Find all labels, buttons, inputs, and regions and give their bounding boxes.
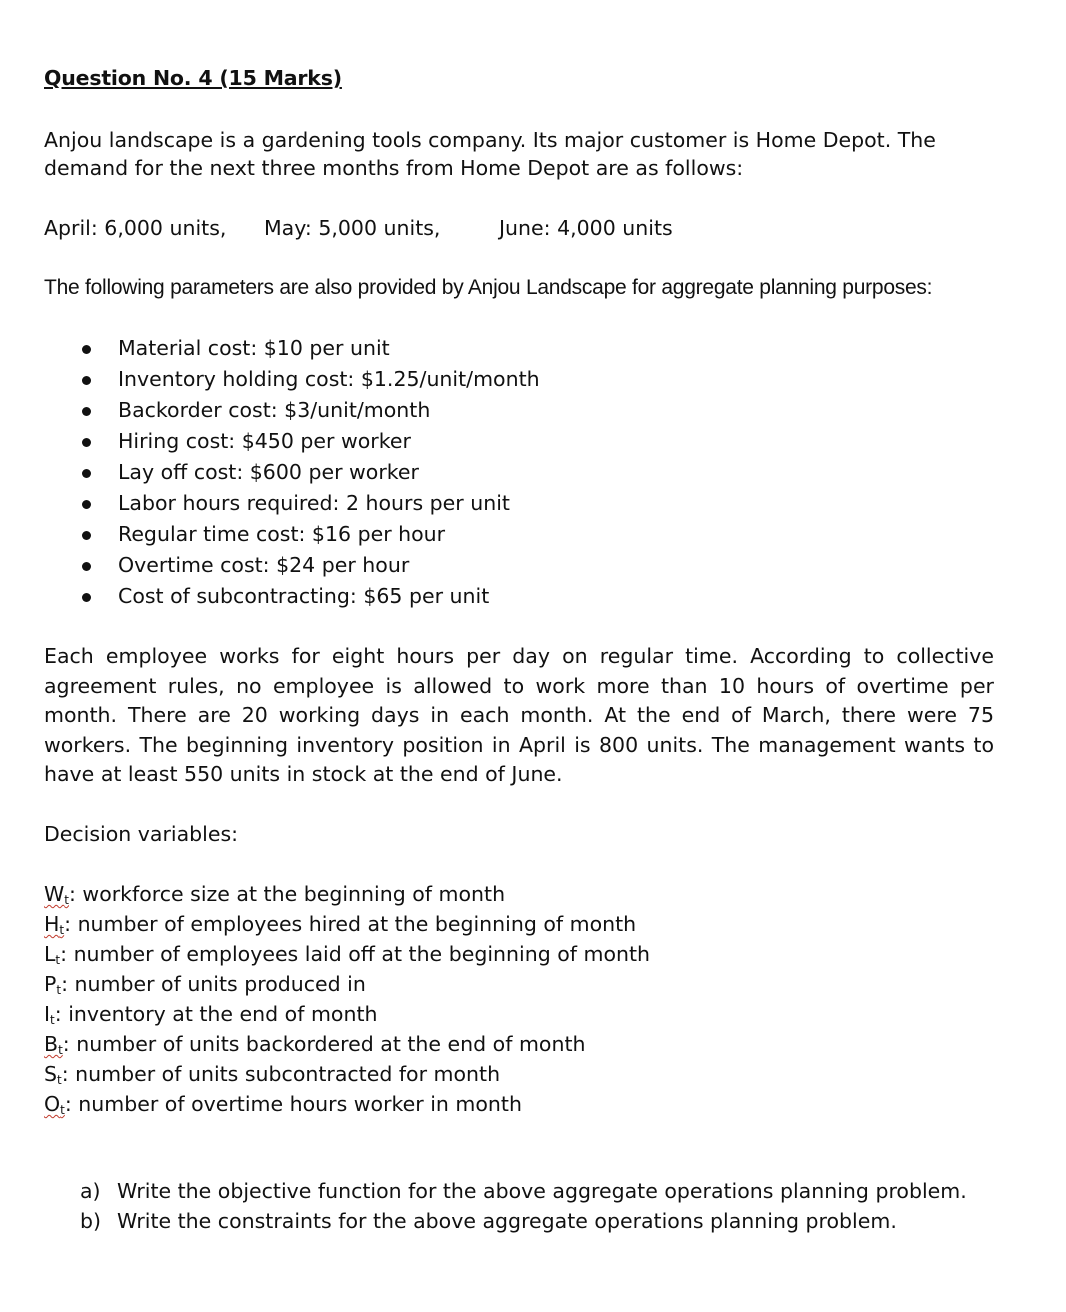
- question-heading: Question No. 4 (15 Marks): [44, 66, 342, 90]
- parameter-list: [82, 333, 540, 612]
- variable-symbol: $B_t$: [44, 1032, 63, 1057]
- parameter-text: Lay off cost: $600 per worker: [118, 460, 419, 484]
- decision-variable-item: [44, 1029, 650, 1059]
- parameter-item: [82, 581, 540, 612]
- variable-symbol: $L_t$: [44, 942, 61, 967]
- task-marker: b): [80, 1209, 102, 1233]
- parameter-item: [82, 395, 540, 426]
- variable-description: : number of units subcontracted for month: [61, 1062, 501, 1086]
- parameter-text: Overtime cost: $24 per hour: [118, 553, 410, 577]
- variable-symbol: $S_t$: [44, 1062, 62, 1087]
- demand-april: April: 6,000 units,: [44, 216, 227, 240]
- bullet-icon: [82, 500, 91, 509]
- variable-description: : number of employees hired at the beginning of month: [64, 912, 637, 936]
- decision-variable-item: [44, 999, 650, 1029]
- parameter-text: Hiring cost: $450 per worker: [118, 429, 411, 453]
- parameter-item: [82, 426, 540, 457]
- parameter-text: Labor hours required: 2 hours per unit: [118, 491, 510, 515]
- bullet-icon: [82, 345, 91, 354]
- parameter-text: Backorder cost: $3/unit/month: [118, 398, 431, 422]
- intro-paragraph: Anjou landscape is a gardening tools company. Its major customer is Home Depot. The demand for the next three months from Home Depot are as follows:: [44, 128, 936, 180]
- variable-description: : number of units backordered at the end of month: [62, 1032, 586, 1056]
- bullet-icon: [82, 407, 91, 416]
- parameter-item: [82, 488, 540, 519]
- parameter-text: Cost of subcontracting: $65 per unit: [118, 584, 490, 608]
- parameter-text: Material cost: $10 per unit: [118, 336, 390, 360]
- decision-variables-title: Decision variables:: [44, 822, 239, 846]
- decision-variable-list: [44, 879, 650, 1119]
- bullet-icon: [82, 562, 91, 571]
- parameters-intro: The following parameters are also provided by Anjou Landscape for aggregate planning purposes:: [44, 276, 933, 299]
- task-list: [80, 1176, 967, 1236]
- parameter-text: Inventory holding cost: $1.25/unit/month: [118, 367, 540, 391]
- demand-may: May: 5,000 units,: [264, 216, 441, 240]
- decision-variable-item: [44, 939, 650, 969]
- decision-variable-item: [44, 1059, 650, 1089]
- parameter-item: [82, 333, 540, 364]
- variable-symbol: $W_t$: [44, 882, 69, 907]
- variable-description: : number of overtime hours worker in month: [64, 1092, 522, 1116]
- bullet-icon: [82, 531, 91, 540]
- bullet-icon: [82, 376, 91, 385]
- parameter-item: [82, 550, 540, 581]
- demand-june: June: 4,000 units: [499, 216, 673, 240]
- task-item: [80, 1176, 967, 1206]
- variable-symbol: $O_t$: [44, 1092, 65, 1117]
- parameter-text: Regular time cost: $16 per hour: [118, 522, 446, 546]
- variable-symbol: $P_t$: [44, 972, 62, 997]
- task-marker: a): [80, 1179, 101, 1203]
- bullet-icon: [82, 469, 91, 478]
- variable-description: : number of units produced in: [61, 972, 366, 996]
- decision-variable-item: [44, 879, 650, 909]
- variable-description: : inventory at the end of month: [54, 1002, 378, 1026]
- variable-description: : number of employees laid off at the beginning of month: [60, 942, 651, 966]
- task-item: [80, 1206, 967, 1236]
- bullet-icon: [82, 438, 91, 447]
- variable-description: : workforce size at the beginning of month: [69, 882, 506, 906]
- variable-symbol: $H_t$: [44, 912, 65, 937]
- parameter-item: [82, 457, 540, 488]
- decision-variable-item: [44, 1089, 650, 1119]
- bullet-icon: [82, 593, 91, 602]
- parameter-item: [82, 519, 540, 550]
- task-text: Write the objective function for the above aggregate operations planning problem.: [117, 1179, 967, 1203]
- decision-variable-item: [44, 909, 650, 939]
- parameter-item: [82, 364, 540, 395]
- decision-variable-item: [44, 969, 650, 999]
- conditions-paragraph: Each employee works for eight hours per day on regular time. According to collective agreement rules, no employee is allowed to work more than 10 hours of overtime per month. There are 20 working days in each month. At the end of March, there were 75 workers. The beginning inventory position in April is 800 units. The management wants to have at least 550 units in stock at the end of June.: [44, 644, 994, 786]
- variable-symbol: $I_t$: [44, 1002, 55, 1027]
- task-text: Write the constraints for the above aggregate operations planning problem.: [117, 1209, 897, 1233]
